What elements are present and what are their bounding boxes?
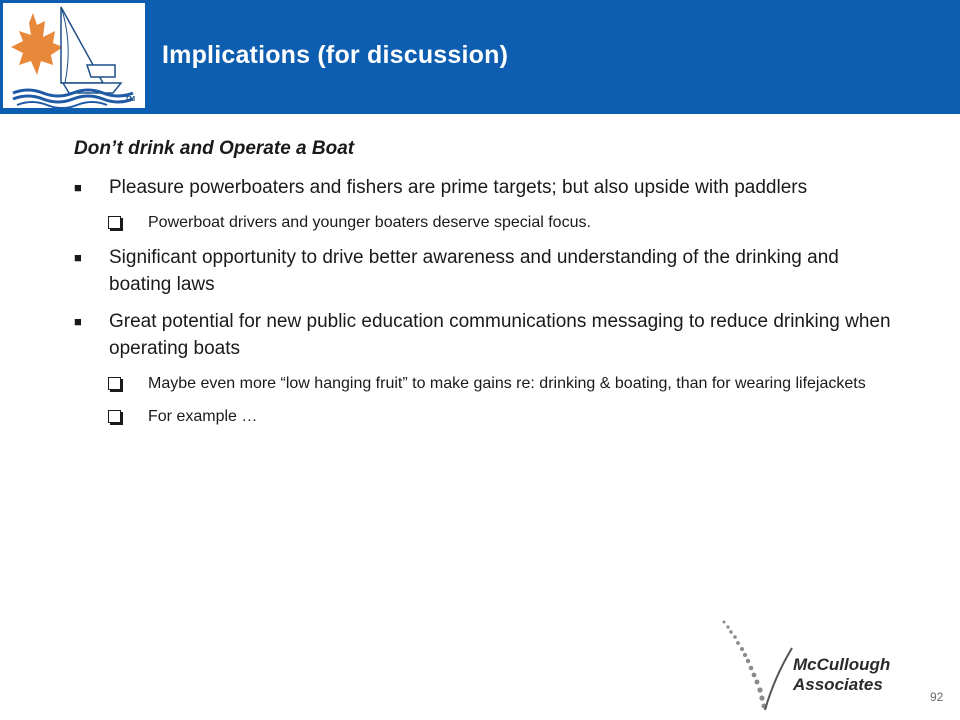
sub-bullet-text: For example … xyxy=(148,408,258,425)
slide-content xyxy=(74,138,904,438)
trademark-mark: TM xyxy=(125,96,136,103)
sub-bullet-item xyxy=(74,211,904,234)
company-name-line2: Associates xyxy=(793,675,883,694)
checkbox-bullet-icon xyxy=(108,410,121,423)
bullet-item xyxy=(74,244,904,298)
company-wordmark xyxy=(793,655,890,695)
square-bullet-icon: ■ xyxy=(74,250,82,265)
header-bar xyxy=(0,0,960,114)
checkbox-bullet-icon xyxy=(108,216,121,229)
sub-bullet-text: Powerboat drivers and younger boaters deserve special focus. xyxy=(148,214,591,231)
bullet-text: Great potential for new public education communications messaging to reduce drinking when operating boats xyxy=(109,311,891,359)
sub-bullet-text: Maybe even more “low hanging fruit” to make gains re: drinking & boating, than for wearing lifejackets xyxy=(148,375,866,392)
square-bullet-icon: ■ xyxy=(74,314,82,329)
bullet-text: Significant opportunity to drive better awareness and understanding of the drinking and boating laws xyxy=(109,247,839,295)
maple-leaf-sailboat-icon xyxy=(3,3,145,108)
checkbox-bullet-icon xyxy=(108,377,121,390)
sub-bullet-item xyxy=(74,372,904,395)
bullet-item xyxy=(74,308,904,362)
sub-bullet-item xyxy=(74,405,904,428)
page-number: 92 xyxy=(930,690,944,704)
logo xyxy=(3,3,145,108)
company-name-line1: McCullough xyxy=(793,655,891,674)
section-heading: Don’t drink and Operate a Boat xyxy=(74,138,355,159)
slide-title: Implications (for discussion) xyxy=(162,41,509,69)
square-bullet-icon: ■ xyxy=(74,180,82,195)
bullet-item xyxy=(74,174,904,201)
bullet-text: Pleasure powerboaters and fishers are prime targets; but also upside with paddlers xyxy=(109,177,808,198)
